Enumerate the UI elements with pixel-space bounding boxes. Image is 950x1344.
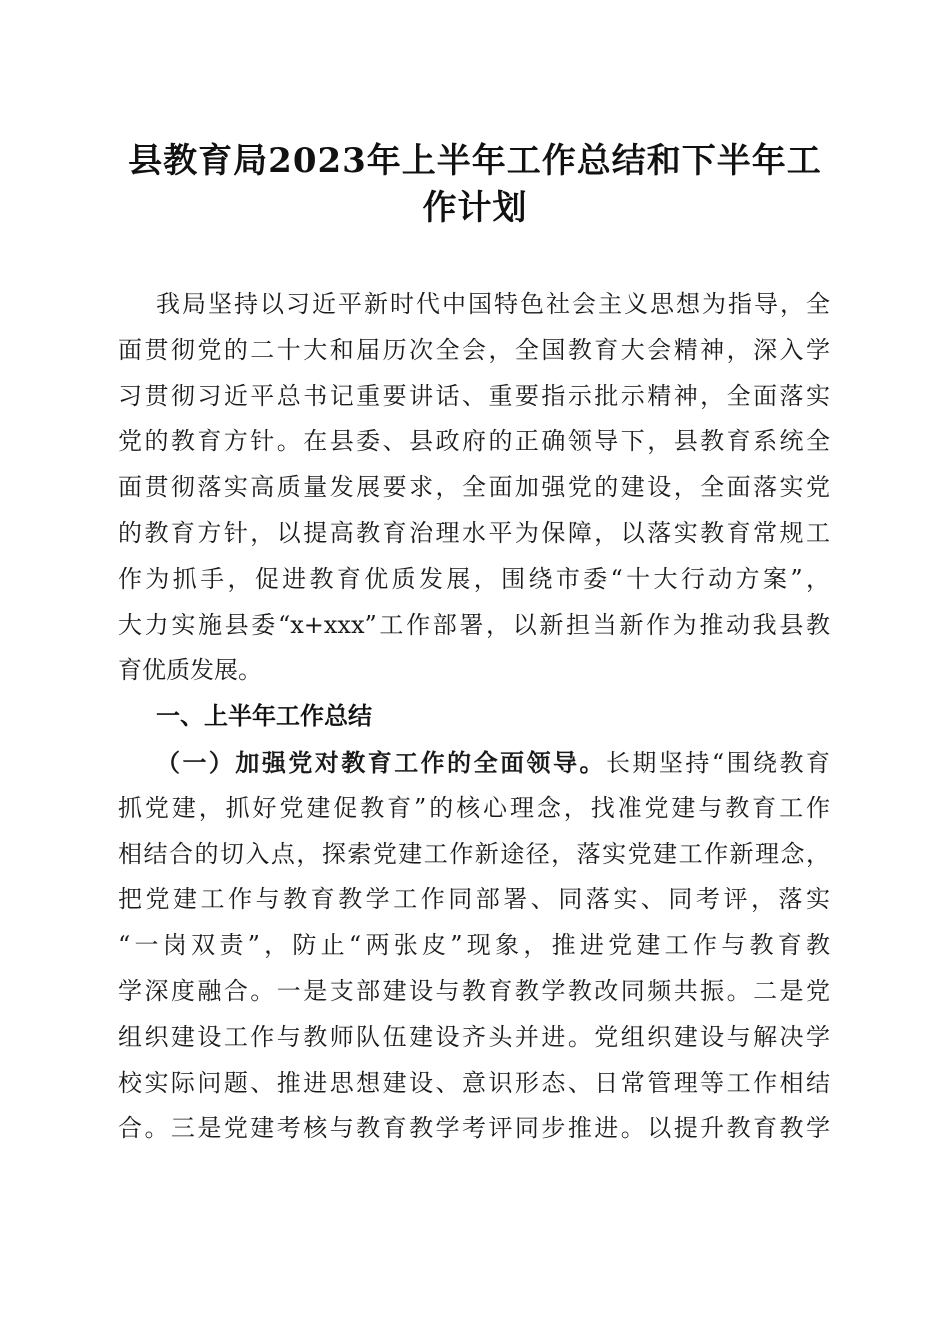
document-body: [118, 282, 830, 1152]
intro-line: 面贯彻党的二十大和届历次全会，全国教育大会精神，深入学: [118, 335, 830, 364]
subsection-line: 抓党建，抓好党建促教育”的核心理念，找准党建与教育工作: [118, 793, 830, 822]
intro-line: 大力实施县委“x+xxx”工作部署，以新担当新作为推动我县教: [118, 610, 830, 639]
subsection-line: 把党建工作与教育教学工作同部署、同落实、同考评，落实: [118, 885, 830, 914]
intro-line: 育优质发展。: [118, 656, 262, 685]
subsection-line: “一岗双责”，防止“两张皮”现象，推进党建工作与教育教: [118, 931, 830, 960]
document-title-line-2: 作计划: [422, 188, 528, 228]
intro-line: 作为抓手，促进教育优质发展，围绕市委“十大行动方案”，: [118, 564, 830, 593]
document-title: [118, 138, 832, 232]
intro-line: 我局坚持以习近平新时代中国特色社会主义思想为指导，全: [156, 290, 830, 318]
intro-line: 面贯彻落实高质量发展要求，全面加强党的建设，全面落实党: [118, 473, 830, 502]
subsection-line: 校实际问题、推进思想建设、意识形态、日常管理等工作相结: [118, 1068, 830, 1097]
subsection-line: 组织建设工作与教师队伍建设齐头并进。党组织建设与解决学: [118, 1022, 830, 1051]
subsection-first-line-rest: 长期坚持“围绕教育: [605, 748, 830, 777]
subsection-line: 学深度融合。一是支部建设与教育教学教改同频共振。二是党: [118, 976, 830, 1005]
subsection-first-line: [118, 740, 830, 786]
section-heading: 一、上半年工作总结: [156, 702, 372, 731]
intro-line: 习贯彻习近平总书记重要讲话、重要指示批示精神，全面落实: [118, 381, 830, 410]
subsection-line: 相结合的切入点，探索党建工作新途径，落实党建工作新理念，: [118, 839, 830, 868]
intro-line: 的教育方针，以提高教育治理水平为保障，以落实教育常规工: [118, 518, 830, 547]
intro-line: 党的教育方针。在县委、县政府的正确领导下，县教育系统全: [118, 427, 830, 456]
subsection-heading: （一）加强党对教育工作的全面领导。: [156, 747, 606, 777]
document-title-line-1: 县教育局2023年上半年工作总结和下半年工: [128, 141, 822, 181]
subsection-line: 合。三是党建考核与教育教学考评同步推进。以提升教育教学: [118, 1114, 830, 1143]
